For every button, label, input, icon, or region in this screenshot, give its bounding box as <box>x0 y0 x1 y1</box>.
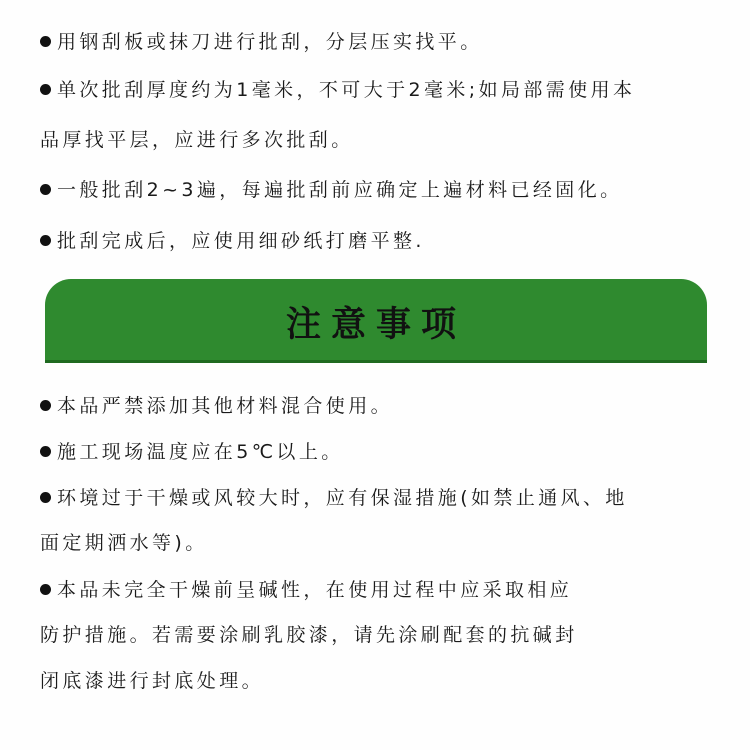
instruction-text: 单次批刮厚度约为1毫米，不可大于2毫米;如局部需使用本 <box>57 79 636 101</box>
notice-title: 注意事项 <box>285 303 466 345</box>
bullet-icon <box>40 36 51 47</box>
bullet-icon <box>40 492 51 503</box>
instruction-text: 批刮完成后，应使用细砂纸打磨平整. <box>57 230 425 252</box>
notice-item <box>40 393 393 419</box>
notice-continuation <box>40 668 264 694</box>
notice-continuation <box>40 622 578 648</box>
instruction-text: 用钢刮板或抹刀进行批刮，分层压实找平。 <box>57 31 483 53</box>
instruction-item <box>40 177 623 203</box>
bullet-icon <box>40 584 51 595</box>
bullet-icon <box>40 235 51 246</box>
instruction-item <box>40 77 635 103</box>
instruction-item <box>40 228 425 254</box>
notice-continuation <box>40 530 208 556</box>
notice-text: 本品未完全干燥前呈碱性，在使用过程中应采取相应 <box>57 579 573 601</box>
notice-text: 施工现场温度应在5℃以上。 <box>57 441 344 463</box>
notice-text: 闭底漆进行封底处理。 <box>40 670 265 692</box>
notice-banner <box>45 279 707 363</box>
notice-text: 面定期洒水等)。 <box>40 532 208 554</box>
notice-item <box>40 439 344 465</box>
notice-item <box>40 577 572 603</box>
bullet-icon <box>40 400 51 411</box>
bullet-icon <box>40 184 51 195</box>
notice-text: 防护措施。若需要涂刷乳胶漆，请先涂刷配套的抗碱封 <box>40 624 578 646</box>
notice-text: 环境过于干燥或风较大时，应有保湿措施(如禁止通风、地 <box>57 487 628 509</box>
bullet-icon <box>40 84 51 95</box>
instruction-item <box>40 29 483 55</box>
instruction-text: 品厚找平层，应进行多次批刮。 <box>40 129 354 151</box>
notice-item <box>40 485 628 511</box>
instruction-text: 一般批刮2~3遍，每遍批刮前应确定上遍材料已经固化。 <box>57 179 623 201</box>
notice-text: 本品严禁添加其他材料混合使用。 <box>57 395 394 417</box>
bullet-icon <box>40 446 51 457</box>
instruction-continuation <box>40 127 354 153</box>
